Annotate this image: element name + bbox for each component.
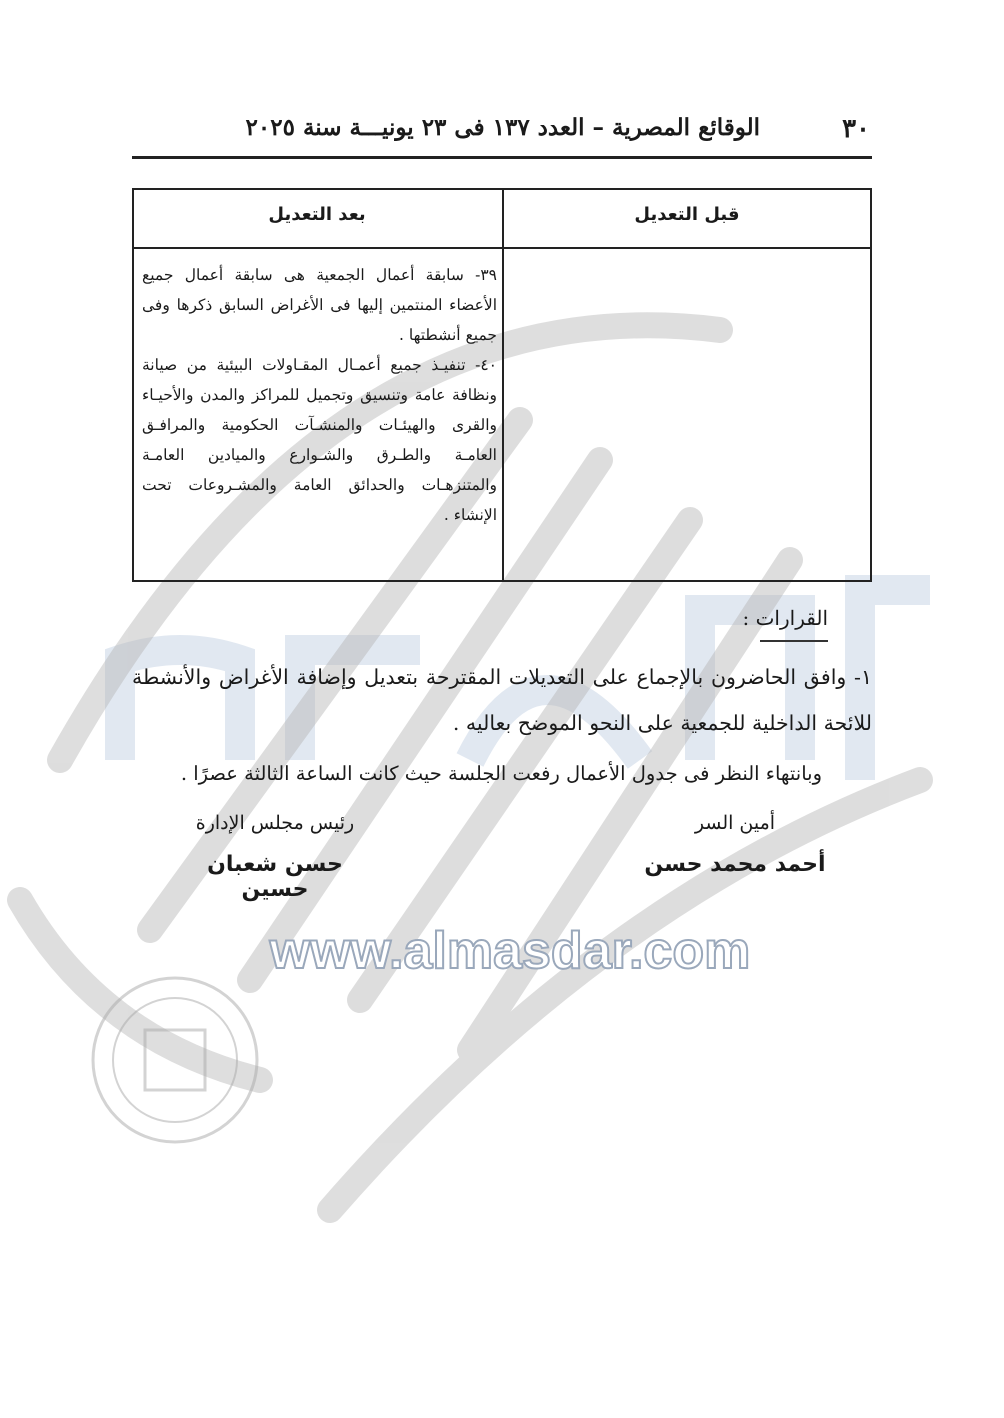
decisions-underline [760, 640, 828, 642]
article-39: ٣٩- سابقة أعمال الجمعية هى سابقة أعمال جميع الأعضاء المنتمين إليها فى الأغراض السابق ذكرها وفى جميع أنشطتها . [142, 266, 497, 344]
header-rule [132, 156, 872, 159]
watermark-url: www.almasdar.com [269, 922, 751, 980]
amendments-table [132, 188, 872, 582]
secretary-role: أمين السر [694, 812, 776, 834]
watermark-swash [330, 780, 920, 1210]
col-after-header: بعد التعديل [268, 204, 366, 225]
watermark-swash [470, 560, 790, 1050]
header-row-divider [134, 247, 870, 249]
closing-paragraph: وبانتهاء النظر فى جدول الأعمال رفعت الجلسة حيث كانت الساعة الثالثة عصرًا . [180, 762, 822, 785]
page-number: ٣٠ [842, 114, 870, 144]
after-amendment-cell [142, 260, 497, 530]
chairman-name: حسن شعبان حسين [207, 852, 343, 902]
decisions-heading: القرارات : [742, 606, 828, 630]
col-before-header: قبل التعديل [634, 204, 740, 225]
chairman-role: رئيس مجلس الإدارة [195, 812, 355, 834]
secretary-name: أحمد محمد حسن [644, 852, 826, 877]
issue-header: الوقائع المصرية – العدد ١٣٧ فى ٢٣ يونيـــة سنة ٢٠٢٥ [245, 114, 760, 141]
seal-stamp [93, 978, 257, 1142]
watermark-swash [20, 900, 260, 1080]
article-40: ٤٠- تنفيـذ جميع أعمـال المقـاولات البيئية من صيانة ونظافة عامة وتنسيق وتجميل للمراكز والمدن والأحيـاء والقرى والهيئـات والمنشـآت الحكومية والمرافـق العامـة والطـرق والشـوارع والميادين العامـة والمتنزهـات والحدائق العامة والمشـروعات تحت الإنشاء . [142, 356, 497, 524]
decision-item-1: ١- وافق الحاضرون بالإجماع على التعديلات المقترحة بتعديل وإضافة الأغراض والأنشطة للائحة الداخلية للجمعية على النحو الموضح بعاليه . [132, 665, 872, 735]
